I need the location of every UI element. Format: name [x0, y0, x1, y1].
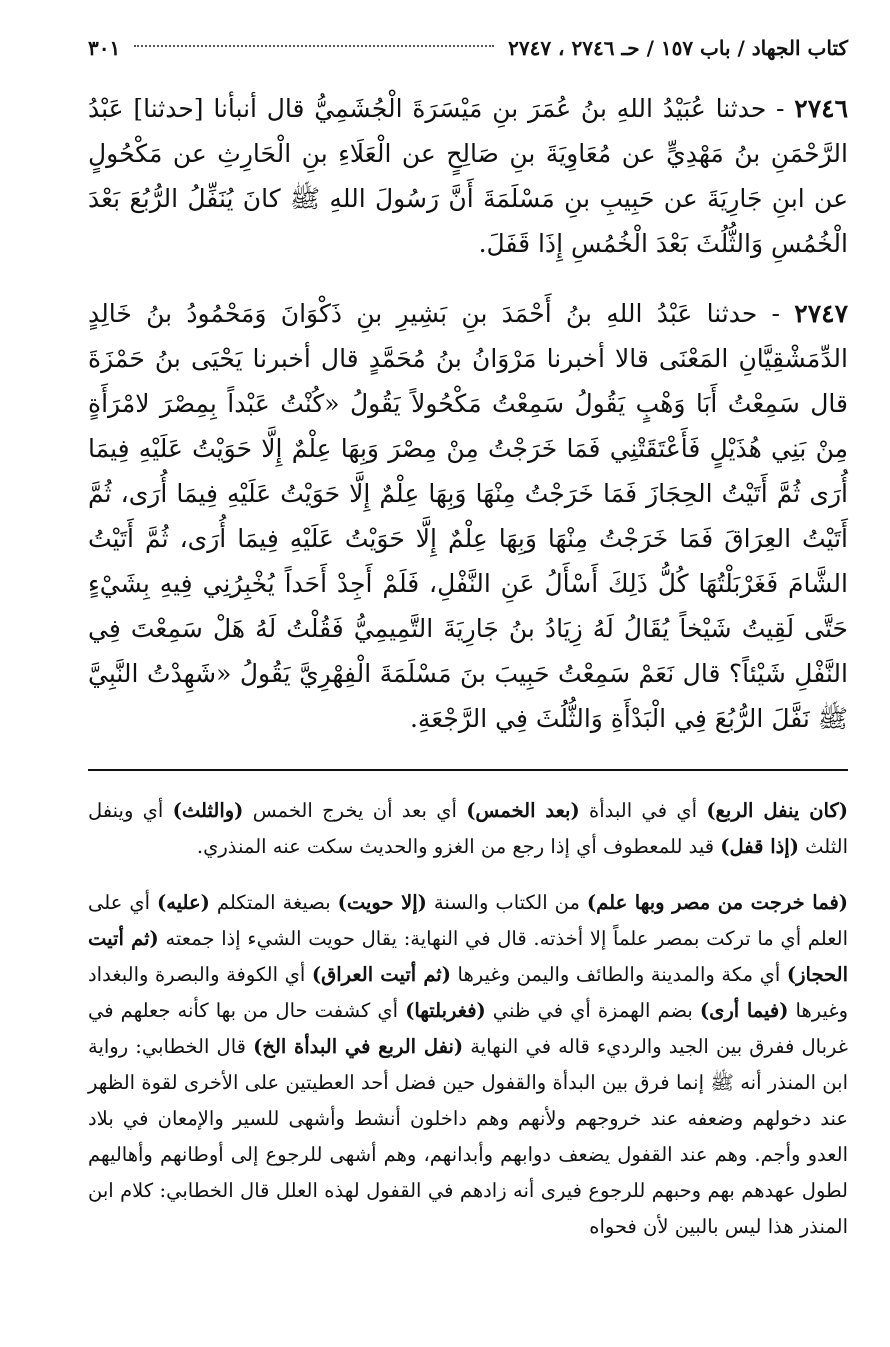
commentary-text: بضم الهمزة أي في ظني: [485, 998, 700, 1022]
commentary-quoted-phrase: (بعد الخمس): [466, 799, 580, 822]
hadith-text: - حدثنا عُبَيْدُ اللهِ بنُ عُمَرَ بنِ مَيْسَرَةَ الْجُشَمِيُّ قال أنبأنا [حدثنا] عَبْدُ الرَّحْمَنِ بنُ مَهْدِيٍّ عن مُعَاوِيَةَ بنِ صَالِحٍ عن الْعَلَاءِ بنِ الْحَارِثِ عن مَكْحُولٍ عن ابنِ جَارِيَةَ عن حَبِيبِ بنِ مَسْلَمَةَ أَنَّ رَسُولَ اللهِ ﷺ كانَ يُنَفِّلُ الرُّبُعَ بَعْدَ الْخُمُسِ وَالثُّلُثَ بَعْدَ الْخُمُسِ إِذَا قَفَلَ.: [88, 94, 848, 258]
commentary-quoted-phrase: (فما خرجت من مصر وبها علم): [586, 890, 849, 914]
commentary-quoted-phrase: (نفل الربع في البدأة الخ): [253, 1034, 464, 1058]
page: [88, 30, 848, 1264]
hadith-number: ٢٧٤٧: [794, 299, 848, 328]
commentary-quoted-phrase: (ثم أتيت الحجاز): [88, 926, 848, 986]
commentary-quoted-phrase: (إلا حويت): [337, 890, 427, 914]
commentary-text: أي على العلم أي ما تركت بمصر علماً إلا أخذته. قال في النهاية: يقال حويت الشيء إذا جمعته: [88, 890, 848, 950]
hadith-number: ٢٧٤٦: [794, 94, 848, 123]
header-title: كتاب الجهاد / باب ١٥٧ / حـ ٢٧٤٦ ، ٢٧٤٧: [508, 36, 848, 60]
running-header: [88, 30, 848, 66]
commentary-quoted-phrase: (إذا قفل): [720, 835, 799, 858]
page-number: ٣٠١: [88, 36, 121, 60]
commentary-quoted-phrase: (فغربلتها): [405, 998, 486, 1022]
commentary-text: أي بعد أن يخرج الخمس: [243, 799, 467, 822]
commentary-text: بصيغة المتكلم: [209, 890, 338, 914]
commentary-text: أي في البدأة: [579, 799, 707, 822]
footnote-divider: [88, 769, 848, 771]
commentary-text: قيد للمعطوف أي إذا رجع من الغزو والحديث سكت عنه المنذري.: [196, 835, 721, 858]
commentary-text: من الكتاب والسنة: [426, 890, 587, 914]
hadith-2747: [88, 291, 848, 741]
commentary-text: أي كشفت حال من بها كأنه جعلهم في غربال ففرق بين الجيد والرديء قاله في النهاية: [88, 998, 848, 1058]
commentary-quoted-phrase: (عليه): [156, 890, 210, 914]
header-leader-dots: [134, 45, 494, 47]
hadith-2746: [88, 86, 848, 266]
commentary-quoted-phrase: (والثلث): [172, 799, 244, 822]
commentary-paragraph: [88, 793, 848, 865]
commentary-text: قال الخطابي: رواية ابن المنذر أنه ﷺ إنما فرق بين البدأة والقفول حين فضل أحد العطيتين على الأخرى لقوة الظهر عند دخولهم وضعفه عند خروجهم ولأنهم وهم داخلون أنشط وأشهى للسير والإمعان في بلاد العدو وأجم. وهم عند القفول يضعف دوابهم وأبدانهم، وهم أشهى للرجوع إلى أوطانهم وأهاليهم لطول عهدهم بهم وحبهم للرجوع فيرى أنه زادهم في القفول لهذه العلل قال الخطابي: كلام ابن المنذر هذا ليس بالبين لأن فحواه: [88, 1034, 848, 1238]
hadith-text: - حدثنا عَبْدُ اللهِ بنُ أَحْمَدَ بنِ بَشِيرِ بنِ ذَكْوَانَ وَمَحْمُودُ بنُ خَالِدٍ الدِّمَشْقِيَّانِ المَعْنَى قالا أخبرنا مَرْوَانُ بنُ مُحَمَّدٍ قال أخبرنا يَحْيَى بنُ حَمْزَةَ قال سَمِعْتُ أَبَا وَهْبٍ يَقُولُ سَمِعْتُ مَكْحُولاً يَقُولُ «كُنْتُ عَبْداً بِمِصْرَ لامْرَأَةٍ مِنْ بَنِي هُذَيْلٍ فَأَعْتَقَتْنِي فَمَا خَرَجْتُ مِنْ مِصْرَ وَبِهَا عِلْمٌ إِلَّا حَوَيْتُ عَلَيْهِ فِيمَا أُرَى ثُمَّ أَتَيْتُ الحِجَازَ فَمَا خَرَجْتُ مِنْهَا وَبِهَا عِلْمٌ إِلَّا حَوَيْتُ عَلَيْهِ فِيمَا أُرَى، ثُمَّ أَتَيْتُ العِرَاقَ فَمَا خَرَجْتُ مِنْهَا وَبِهَا عِلْمٌ إِلَّا حَوَيْتُ عَلَيْهِ فِيمَا أُرَى، ثُمَّ أَتَيْتُ الشَّامَ فَغَرْبَلْتُهَا كُلُّ ذَلِكَ أَسْأَلُ عَنِ النَّفْلِ، فَلَمْ أَجِدْ أَحَداً يُخْبِرُنِي فِيهِ بِشَيْءٍ حَتَّى لَقِيتُ شَيْخاً يُقَالُ لَهُ زِيَادُ بنُ جَارِيَةَ التَّمِيمِيُّ فَقُلْتُ لَهُ هَلْ سَمِعْتَ فِي النَّفْلِ شَيْئاً؟ قال نَعَمْ سَمِعْتُ حَبِيبَ بنَ مَسْلَمَةَ الْفِهْرِيَّ يَقُولُ «شَهِدْتُ النَّبِيَّ ﷺ نَفَّلَ الرُّبُعَ فِي الْبَدْأَةِ وَالثُّلُثَ فِي الرَّجْعَةِ.: [88, 299, 848, 733]
commentary-paragraph: [88, 885, 848, 1245]
commentary-quoted-phrase: (ثم أتيت العراق): [311, 962, 451, 986]
commentary-quoted-phrase: (كان ينفل الربع): [706, 799, 848, 822]
commentary-text: أي وينفل الثلث: [88, 799, 848, 858]
commentary-text: أي الكوفة والبصرة والبغداد وغيرها: [88, 962, 848, 1022]
commentary-quoted-phrase: (فيما أرى): [699, 998, 789, 1022]
commentary-text: أي مكة والمدينة والطائف واليمن وغيرها: [450, 962, 787, 986]
